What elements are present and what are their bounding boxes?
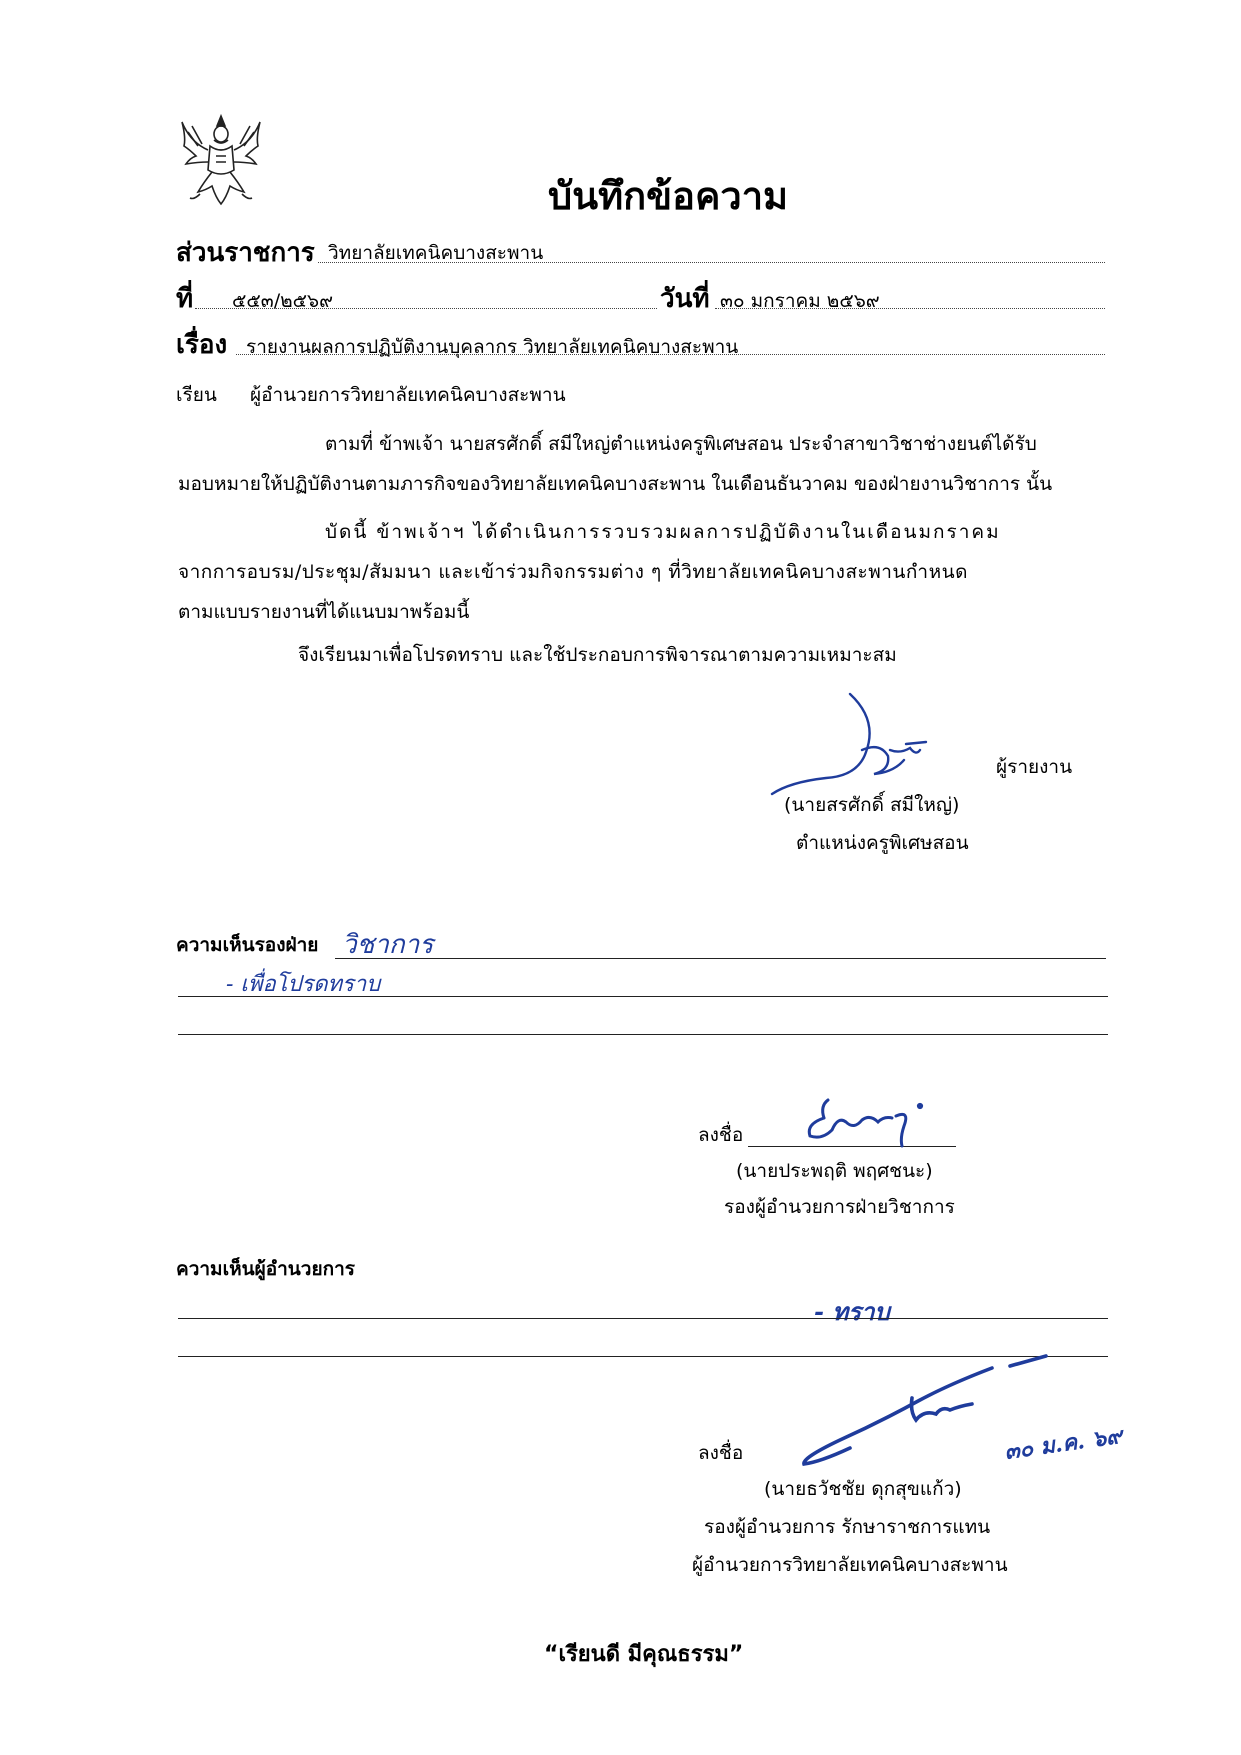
subject-label: เรื่อง [176, 330, 228, 360]
subject-value: รายงานผลการปฏิบัติงานบุคลากร วิทยาลัยเทคนิคบางสะพาน [246, 336, 739, 358]
deputy-opinion-line-3 [178, 1034, 1108, 1035]
deputy-handwritten-note: - เพื่อโปรดทราบ [226, 972, 381, 997]
reporter-name: (นายสรศักดิ์ สมีใหญ่) [784, 794, 960, 816]
director-name: (นายธวัชชัย ดุกสุขแก้ว) [764, 1478, 962, 1500]
director-sign-label: ลงชื่อ [698, 1442, 744, 1464]
deputy-signature [800, 1096, 930, 1150]
paragraph-1-line-2: มอบหมายให้ปฏิบัติงานตามภารกิจของวิทยาลัยเทคนิคบางสะพาน ในเดือนธันวาคม ของฝ่ายงานวิชาการ นั้น [178, 473, 1053, 495]
deputy-handwritten-dept: วิชาการ [342, 930, 434, 960]
director-opinion-line-1 [178, 1318, 1108, 1319]
deputy-opinion-label: ความเห็นรองฝ่าย [176, 934, 319, 956]
subject-dotline [236, 354, 1105, 355]
deputy-position: รองผู้อำนวยการฝ่ายวิชาการ [724, 1196, 955, 1218]
paragraph-2-line-2: จากการอบรม/ประชุม/สัมมนา และเข้าร่วมกิจกรรมต่าง ๆ ที่วิทยาลัยเทคนิคบางสะพานกำหนด [178, 561, 968, 583]
agency-value: วิทยาลัยเทคนิคบางสะพาน [328, 242, 544, 264]
deputy-sign-label: ลงชื่อ [698, 1124, 744, 1146]
reporter-role: ผู้รายงาน [996, 756, 1073, 778]
agency-dotline [318, 262, 1105, 263]
deputy-opinion-line-1 [335, 958, 1106, 959]
agency-label: ส่วนราชการ [176, 238, 315, 268]
director-opinion-line-2 [178, 1356, 1108, 1357]
ref-label: ที่ [176, 284, 194, 314]
date-label: วันที่ [660, 284, 710, 314]
paragraph-1 [178, 424, 1118, 504]
deputy-opinion-line-2 [178, 996, 1108, 997]
salutation-recipient: ผู้อำนวยการวิทยาลัยเทคนิคบางสะพาน [250, 384, 566, 406]
garuda-emblem-icon [176, 112, 266, 208]
footer-motto: “เรียนดี มีคุณธรรม” [544, 1642, 744, 1667]
paragraph-3: จึงเรียนมาเพื่อโปรดทราบ และใช้ประกอบการพิจารณาตามความเหมาะสม [298, 644, 897, 666]
ref-dotline [195, 308, 657, 309]
salutation-label: เรียน [176, 384, 217, 406]
director-position-line-1: รองผู้อำนวยการ รักษาราชการแทน [704, 1516, 991, 1538]
paragraph-1-line-1: ตามที่ ข้าพเจ้า นายสรศักดิ์ สมีใหญ่ตำแหน่งครูพิเศษสอน ประจำสาขาวิชาช่างยนต์ได้รับ [325, 433, 1037, 455]
date-dotline [715, 308, 1105, 309]
director-handwritten-date: ๓๐ ม.ค. ๖๙ [1002, 1422, 1124, 1466]
deputy-name: (นายประพฤติ พฤศชนะ) [736, 1160, 933, 1182]
paragraph-2-line-3: ตามแบบรายงานที่ได้แนบมาพร้อมนี้ [178, 601, 470, 623]
document-title: บันทึกข้อความ [548, 174, 789, 218]
reporter-signature [770, 690, 940, 800]
director-handwritten-note: - ทราบ [814, 1297, 890, 1326]
director-opinion-label: ความเห็นผู้อำนวยการ [176, 1258, 355, 1280]
paragraph-2-line-1: บัดนี้ ข้าพเจ้าฯ ได้ดำเนินการรวบรวมผลการปฏิบัติงานในเดือนมกราคม [325, 521, 1001, 543]
paragraph-2 [178, 512, 1118, 632]
date-value: ๓๐ มกราคม ๒๕๖๙ [720, 290, 880, 312]
director-position-line-2: ผู้อำนวยการวิทยาลัยเทคนิคบางสะพาน [692, 1554, 1008, 1576]
ref-value: ๕๕๓/๒๕๖๙ [232, 290, 334, 312]
reporter-position: ตำแหน่งครูพิเศษสอน [796, 832, 969, 854]
